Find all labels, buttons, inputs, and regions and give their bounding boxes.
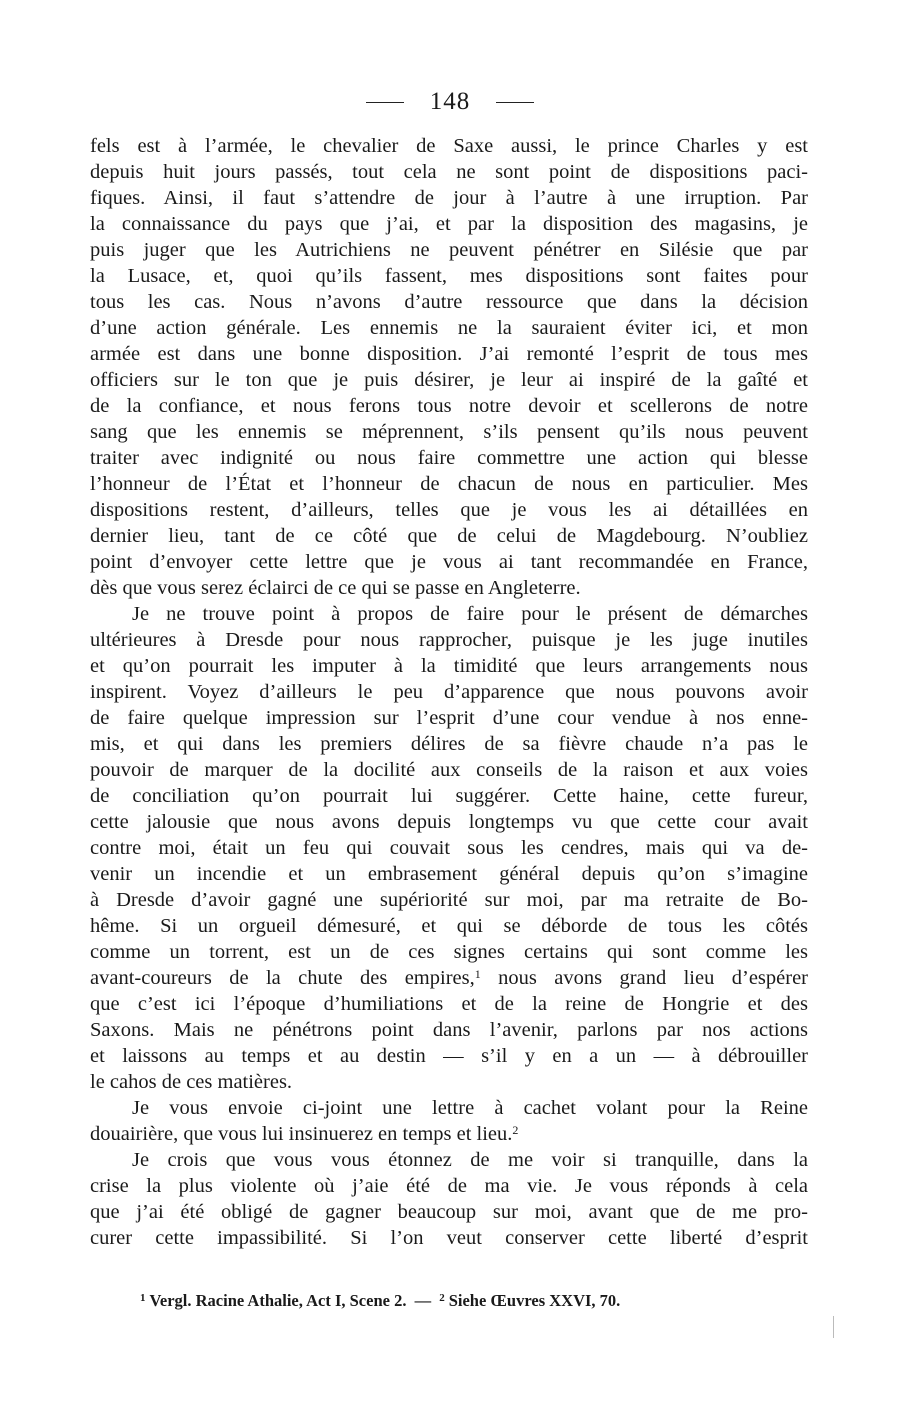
text-line <box>90 1095 808 1121</box>
footnote-1-text: Vergl. Racine Athalie, Act I, Scene 2. <box>149 1291 407 1310</box>
text-line-content: dès que vous serez éclairci de ce qui se passe en Angleterre. <box>90 577 581 599</box>
page-number: 148 <box>429 88 471 115</box>
text-line-content: puis juger que les Autrichiens ne peuvent pénétrer en Silésie que par <box>90 239 808 261</box>
text-line-content: que c’est ici l’époque d’humiliations et de la reine de Hongrie et des <box>90 993 808 1015</box>
text-line <box>90 523 808 549</box>
text-line-content: traiter avec indignité ou nous faire commettre une action qui blesse <box>90 447 808 469</box>
text-line <box>90 497 808 523</box>
text-line <box>90 965 808 991</box>
text-line-content: mis, et qui dans les premiers délires de sa fièvre chaude n’a pas le <box>90 733 808 755</box>
text-line-content: armée est dans une bonne disposition. J’ai remonté l’esprit de tous mes <box>90 343 808 365</box>
text-line-content: de conciliation qu’on pourrait lui suggérer. Cette haine, cette fureur, <box>90 785 808 807</box>
text-line <box>90 549 808 575</box>
text-line <box>90 705 808 731</box>
text-line-content: officiers sur le ton que je puis désirer, je leur ai inspiré de la gaîté et <box>90 369 808 391</box>
text-line-content: d’une action générale. Les ennemis ne la sauraient éviter ici, et mon <box>90 317 808 339</box>
text-line-content: Je vous envoie ci-joint une lettre à cachet volant pour la Reine <box>132 1097 808 1119</box>
text-line-content: tous les cas. Nous n’avons d’autre ressource que dans la décision <box>90 291 808 313</box>
footnote-reference: 2 <box>512 1123 519 1137</box>
text-line <box>90 991 808 1017</box>
text-line <box>90 1147 808 1173</box>
text-line <box>90 887 808 913</box>
text-line <box>90 1043 808 1069</box>
text-line <box>90 315 808 341</box>
footnotes <box>140 1290 780 1312</box>
footnote-2-text: Siehe Œuvres XXVI, 70. <box>448 1291 621 1310</box>
text-line <box>90 1225 808 1251</box>
text-line-content: à Dresde d’avoir gagné une supériorité sur moi, par ma retraite de Bo- <box>90 889 808 911</box>
text-line-content: que j’ai été obligé de gagner beaucoup sur moi, avant que de me pro- <box>90 1201 808 1223</box>
text-line-content: Saxons. Mais ne pénétrons point dans l’avenir, parlons par nos actions <box>90 1019 808 1041</box>
text-line-content: de la confiance, et nous ferons tous notre devoir et scellerons de notre <box>90 395 808 417</box>
text-line <box>90 627 808 653</box>
text-line <box>90 211 808 237</box>
text-line <box>90 393 808 419</box>
text-line <box>90 159 808 185</box>
body-text <box>90 133 808 1251</box>
text-line-content: l’honneur de l’État et l’honneur de chacun de nous en particulier. Mes <box>90 473 808 495</box>
footnote-separator: — <box>414 1291 432 1310</box>
text-line <box>90 1199 808 1225</box>
text-line <box>90 783 808 809</box>
text-line <box>90 757 808 783</box>
text-line <box>90 1017 808 1043</box>
text-line-content: le cahos de ces matières. <box>90 1071 293 1093</box>
text-line-content: inspirent. Voyez d’ailleurs le peu d’apparence que nous pouvons avoir <box>90 681 808 703</box>
footnote-1-mark: 1 <box>140 1292 146 1304</box>
text-line-content: point d’envoyer cette lettre que je vous ai tant recommandée en France, <box>90 551 808 573</box>
text-line <box>90 939 808 965</box>
text-line <box>90 133 808 159</box>
text-line <box>90 471 808 497</box>
text-line <box>90 575 808 601</box>
text-line-content: avant-coureurs de la chute des empires, <box>90 967 475 989</box>
text-line-content: fels est à l’armée, le chevalier de Saxe aussi, le prince Charles y est <box>90 135 808 157</box>
text-line <box>90 861 808 887</box>
text-line-content: ultérieures à Dresde pour nous rapprocher, puisque je les juge inutiles <box>90 629 808 651</box>
text-line-content: Je ne trouve point à propos de faire pour le présent de démarches <box>132 603 808 625</box>
text-line <box>90 263 808 289</box>
text-line-content: la Lusace, et, quoi qu’ils fassent, mes dispositions sont faites pour <box>90 265 808 287</box>
text-line <box>90 835 808 861</box>
text-line <box>90 445 808 471</box>
text-line-content: Je crois que vous vous étonnez de me voir si tranquille, dans la <box>132 1149 808 1171</box>
text-line-content: crise la plus violente où j’aie été de ma vie. Je vous réponds à cela <box>90 1175 808 1197</box>
text-line <box>90 809 808 835</box>
text-line-content: hême. Si un orgueil démesuré, et qui se déborde de tous les côtés <box>90 915 808 937</box>
text-line-content: la connaissance du pays que j’ai, et par la disposition des magasins, je <box>90 213 808 235</box>
text-line <box>90 1173 808 1199</box>
text-line <box>90 341 808 367</box>
footnote-2-mark: 2 <box>439 1292 445 1304</box>
text-line-content: et laissons au temps et au destin — s’il y en a un — à débrouiller <box>90 1045 808 1067</box>
text-line-content: sang que les ennemis se méprennent, s’ils pensent qu’ils nous peuvent <box>90 421 808 443</box>
text-line-content: dispositions restent, d’ailleurs, telles que je vous les ai détaillées en <box>90 499 808 521</box>
text-line-content: de faire quelque impression sur l’esprit d’une cour vendue à nos enne- <box>90 707 808 729</box>
text-line <box>90 653 808 679</box>
page-header <box>0 86 900 117</box>
text-line-content: contre moi, était un feu qui couvait sous les cendres, mais qui va de- <box>90 837 808 859</box>
text-line <box>90 419 808 445</box>
text-line-content: et qu’on pourrait les imputer à la timidité que leurs arrangements nous <box>90 655 808 677</box>
text-line-content: douairière, que vous lui insinuerez en temps et lieu. <box>90 1123 513 1145</box>
header-dash-right <box>496 102 534 103</box>
text-line <box>90 185 808 211</box>
text-line <box>90 367 808 393</box>
text-line-content: dernier lieu, tant de ce côté que de celui de Magdebourg. N’oubliez <box>90 525 808 547</box>
footnote-reference: 1 <box>474 967 481 981</box>
text-line <box>90 679 808 705</box>
text-line-continuation: nous avons grand lieu d’espérer <box>480 967 808 989</box>
text-line <box>90 1121 808 1147</box>
text-line-content: pouvoir de marquer de la docilité aux conseils de la raison et aux voies <box>90 759 808 781</box>
text-line-content: comme un torrent, est un de ces signes certains qui sont comme les <box>90 941 808 963</box>
text-line-content: cette jalousie que nous avons depuis longtemps vu que cette cour avait <box>90 811 808 833</box>
margin-mark <box>833 1316 834 1338</box>
header-dash-left <box>366 102 404 103</box>
text-line <box>90 601 808 627</box>
text-line-content: venir un incendie et un embrasement général depuis qu’on s’imagine <box>90 863 808 885</box>
text-line <box>90 731 808 757</box>
text-line-content: curer cette impassibilité. Si l’on veut conserver cette liberté d’esprit <box>90 1227 808 1249</box>
text-line <box>90 913 808 939</box>
text-line-content: fiques. Ainsi, il faut s’attendre de jour à l’autre à une irruption. Par <box>90 187 808 209</box>
text-line <box>90 237 808 263</box>
text-line <box>90 289 808 315</box>
text-line-content: depuis huit jours passés, tout cela ne sont point de dispositions paci- <box>90 161 808 183</box>
text-line <box>90 1069 808 1095</box>
